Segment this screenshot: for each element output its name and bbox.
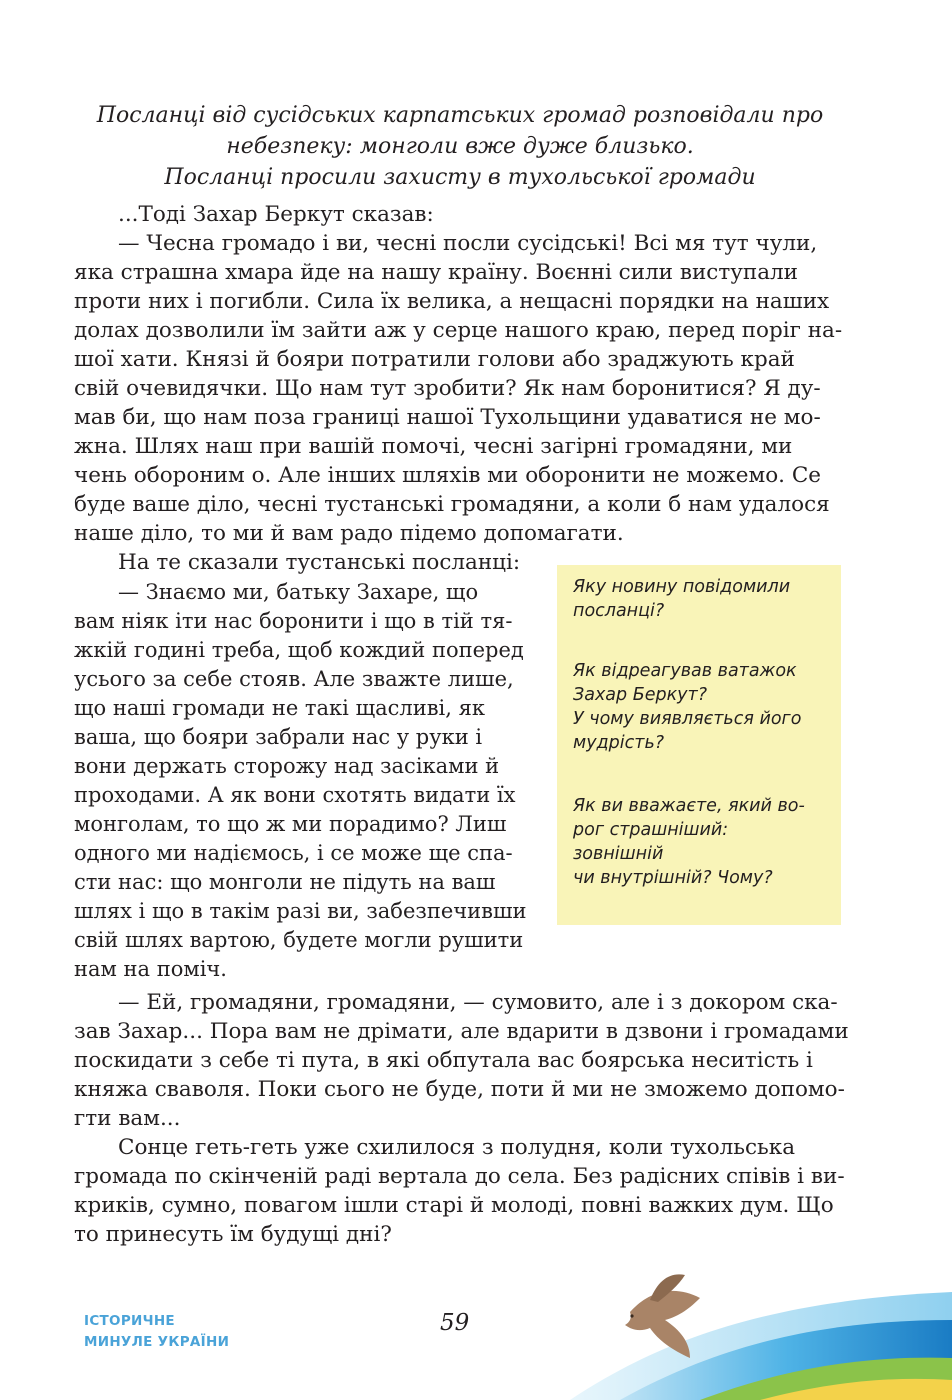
question-line: Захар Беркут? bbox=[573, 685, 707, 705]
text-line: чень обороним о. Але інших шляхів ми оборонити не можемо. Се bbox=[74, 463, 822, 488]
text-line: княжа сваволя. Поки сього не буде, поти й ми не зможемо допомо- bbox=[74, 1077, 845, 1102]
text-line: — Чесна громадо і ви, чесні посли сусідські! Всі мя тут чули, bbox=[118, 231, 818, 256]
text-line: вам ніяк іти нас боронити і що в тій тя- bbox=[74, 609, 513, 633]
question-3 bbox=[573, 794, 805, 890]
text-line: вони держать сторожу над засіками й bbox=[74, 754, 500, 778]
text-line: криків, сумно, повагом ішли старі й молоді, повні важких дум. Що bbox=[74, 1193, 834, 1218]
question-line: Як відреагував ватажок bbox=[573, 661, 797, 681]
question-line: зовнішній bbox=[573, 844, 664, 864]
text-line: проходами. А як вони схотять видати їх bbox=[74, 783, 516, 807]
questions-box bbox=[557, 565, 841, 925]
intro-line: небезпеку: монголи вже дуже близько. bbox=[226, 134, 694, 159]
text-line: проти них і погибли. Сила їх велика, а нещасні порядки на наших bbox=[74, 289, 830, 314]
text-line: — Ей, громадяни, громадяни, — сумовито, але і з докором ска- bbox=[118, 990, 838, 1015]
text-line: свій очевидячки. Що нам тут зробити? Як нам боронитися? Я ду- bbox=[74, 376, 821, 401]
text-line: жкій годині треба, щоб кождий поперед bbox=[74, 638, 524, 662]
text-line: ваша, що бояри забрали нас у руки і bbox=[74, 725, 483, 749]
section-label-line2: МИНУЛЕ УКРАЇНИ bbox=[84, 1334, 230, 1350]
question-line: У чому виявляється його bbox=[573, 709, 802, 729]
text-line: то принесуть їм будущі дні? bbox=[74, 1222, 392, 1247]
text-line: — Знаємо ми, батьку Захаре, що bbox=[118, 580, 479, 604]
question-1 bbox=[573, 575, 790, 623]
text-line: нам на поміч. bbox=[74, 957, 227, 981]
text-line: долах дозволили їм зайти аж у серце нашого краю, перед поріг на- bbox=[74, 318, 843, 343]
question-line: рог страшніший: bbox=[573, 820, 729, 840]
text-line: гти вам... bbox=[74, 1106, 181, 1131]
intro-italic-paragraph bbox=[70, 100, 850, 193]
text-line: поскидати з себе ті пута, в які обпутала вас боярська неситість і bbox=[74, 1048, 813, 1073]
intro-line: Посланці від сусідських карпатських громад розповідали про bbox=[96, 103, 824, 128]
question-line: мудрість? bbox=[573, 733, 665, 753]
page-number: 59 bbox=[440, 1310, 470, 1336]
text-line: жна. Шлях наш при вашій помочі, чесні загірні громадяни, ми bbox=[74, 434, 793, 459]
text-line: сти нас: що монголи не підуть на ваш bbox=[74, 870, 496, 894]
text-line: усього за себе стояв. Але зважте лише, bbox=[74, 667, 514, 691]
text-line: ...Тоді Захар Беркут сказав: bbox=[118, 202, 434, 227]
text-line: шлях і що в такім разі ви, забезпечивши bbox=[74, 899, 527, 923]
text-line: наше діло, то ми й вам радо підемо допомагати. bbox=[74, 521, 624, 546]
question-line: посланці? bbox=[573, 601, 665, 621]
text-line: мав би, що нам поза границі нашої Тухольщини удаватися не мо- bbox=[74, 405, 821, 430]
text-line: шої хати. Князі й бояри потратили голови або зраджують край bbox=[74, 347, 795, 372]
text-line: Сонце геть-геть уже схилилося з полудня, коли тухольська bbox=[118, 1135, 796, 1160]
question-line: чи внутрішній? Чому? bbox=[573, 868, 773, 888]
text-line: громада по скінченій раді вертала до села. Без радісних співів і ви- bbox=[74, 1164, 845, 1189]
text-line: свій шлях вартою, будете могли рушити bbox=[74, 928, 524, 952]
decorative-wave-with-bird bbox=[540, 1250, 952, 1400]
question-line: Яку новину повідомили bbox=[573, 577, 791, 597]
text-line: На те сказали тустанські посланці: bbox=[118, 550, 521, 575]
text-line: зав Захар... Пора вам не дрімати, але вдарити в дзвони і громадами bbox=[74, 1019, 849, 1044]
text-line: що наші громади не такі щасливі, як bbox=[74, 696, 485, 720]
text-line: буде ваше діло, чесні тустанські громадяни, а коли б нам удалося bbox=[74, 492, 830, 517]
question-line: Як ви вважаєте, який во- bbox=[573, 796, 805, 816]
section-label-line1: ІСТОРИЧНЕ bbox=[84, 1313, 175, 1329]
text-line: монголам, то що ж ми порадимо? Лиш bbox=[74, 812, 507, 836]
question-2 bbox=[573, 659, 801, 755]
intro-line: Посланці просили захисту в тухольської громади bbox=[164, 165, 756, 190]
text-line: яка страшна хмара йде на нашу країну. Воєнні сили виступали bbox=[74, 260, 798, 285]
text-line: одного ми надіємось, і се може ще спа- bbox=[74, 841, 513, 865]
